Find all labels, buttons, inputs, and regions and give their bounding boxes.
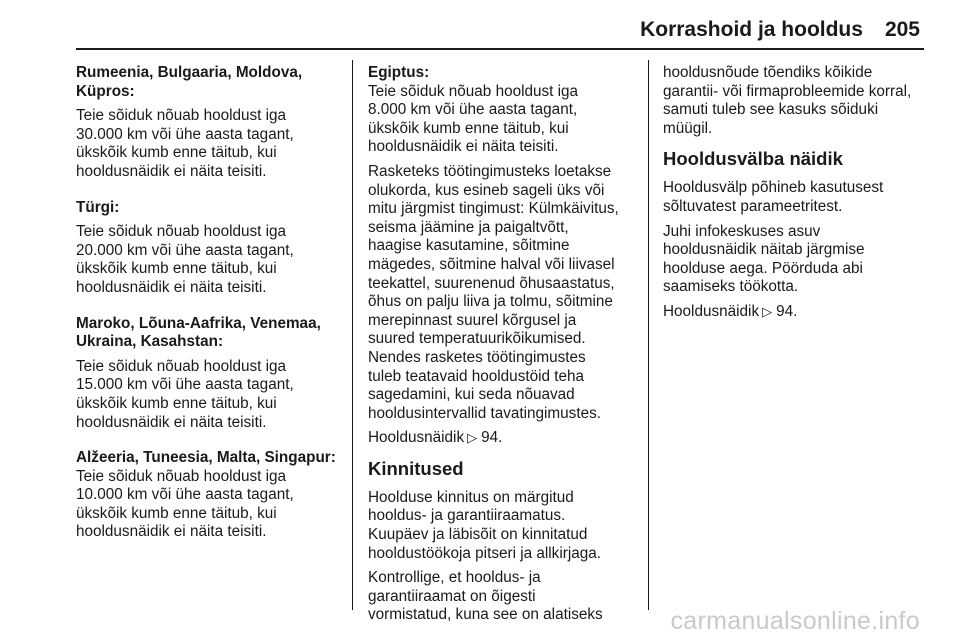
cross-reference: [368, 429, 636, 448]
section-heading-egypt: Egiptus:: [368, 64, 430, 81]
column-2: [368, 64, 636, 631]
column-divider-2: [648, 60, 649, 610]
section-heading: Rumeenia, Bulgaaria, Moldova, Küpros:: [76, 64, 303, 100]
header-rule: [76, 48, 924, 50]
harsh-conditions-paragraph: Rasketeks töötingimusteks loetakse olukorda, kus esineb sageli üks või mitu järgmist tingimust: Külmkäivitus, seisma jäämine ja paigaltvõtt, haagise kasutamine, sõitmine mägedes, sõitmine halval või liivasel teekattel, suurenenud õhusaastatus, õhus on palju liiva ja tolmu, sõitmine merepinnast suurel kõrgusel ja suured temperatuurikõikumised. Nendes rasketes töötingimustes tuleb teatavaid hooldustöid teha sagedamini, kui seda nõuavad hooldusintervallid tavatingimustes.: [368, 162, 619, 422]
cross-reference-page[interactable]: 94.: [481, 429, 503, 447]
section-body-egypt: Teie sõiduk nõuab hooldust iga 8.000 km või ühe aasta tagant, ükskõik kumb enne täitub, kui hooldusnäidik ei näita teisiti.: [368, 82, 579, 156]
continued-paragraph: hooldusnõude tõendiks kõikide garantii- või firmaprobleemide korral, samuti tuleb see kasuks sõiduki müügil.: [663, 64, 912, 137]
section-body: Teie sõiduk nõuab hooldust iga 10.000 km või ühe aasta tagant, ükskõik kumb enne täitub, kui hooldusnäidik ei näita teisiti.: [76, 467, 294, 541]
section-body: Teie sõiduk nõuab hooldust iga 20.000 km või ühe aasta tagant, ükskõik kumb enne täitub, kui hooldusnäidik ei näita teisiti.: [76, 223, 294, 296]
cross-reference-text: Hooldusnäidik: [368, 429, 465, 447]
page-header-title: Korrashoid ja hooldus: [640, 18, 863, 41]
section-heading: Türgi:: [76, 198, 120, 216]
page-header: [640, 18, 920, 42]
service-display-paragraph-1: Hooldusvälp põhineb kasutusest sõltuvatest parameetritest.: [663, 179, 884, 215]
page-reference-arrow-icon: ▷: [762, 303, 773, 319]
confirmations-paragraph-1: Hoolduse kinnitus on märgitud hooldus- ja garantiiraamatus. Kuupäev ja läbisõit on kinnitatud hooldustöökoja pitseri ja allkirjaga.: [368, 488, 601, 562]
column-3: [663, 64, 931, 328]
heading-confirmations: Kinnitused: [368, 457, 464, 479]
service-display-paragraph-2: Juhi infokeskuses asuv hooldusnäidik näitab järgmise hoolduse aega. Pöörduda abi saamiseks töökotta.: [663, 222, 865, 296]
column-1: [76, 64, 338, 559]
cross-reference-page[interactable]: 94.: [776, 302, 798, 320]
section-morocco: [76, 315, 338, 433]
page-number: 205: [884, 18, 920, 41]
column-divider-1: [352, 60, 353, 610]
section-turkey: [76, 199, 338, 298]
section-heading: Alžeeria, Tuneesia, Malta, Singapur:: [76, 449, 336, 467]
section-algeria: [76, 449, 338, 542]
cross-reference-text: Hooldusnäidik: [663, 302, 760, 320]
section-body: Teie sõiduk nõuab hooldust iga 30.000 km või ühe aasta tagant, ükskõik kumb enne täitub, kui hooldusnäidik ei näita teisiti.: [76, 107, 294, 180]
watermark-footer: carmanualsonline.info: [670, 607, 920, 635]
cross-reference: [663, 303, 931, 322]
section-body: Teie sõiduk nõuab hooldust iga 15.000 km või ühe aasta tagant, ükskõik kumb enne täitub, kui hooldusnäidik ei näita teisiti.: [76, 357, 294, 431]
heading-service-display: Hooldusvälba näidik: [663, 148, 843, 170]
confirmations-paragraph-2: Kontrollige, et hooldus- ja garantiiraamat on õigesti vormistatud, kuna see on alatiseks: [368, 569, 603, 624]
section-romania: [76, 64, 338, 182]
section-heading: Maroko, Lõuna-Aafrika, Venemaa, Ukraina, Kasahstan:: [76, 314, 321, 351]
page-reference-arrow-icon: ▷: [467, 430, 478, 446]
